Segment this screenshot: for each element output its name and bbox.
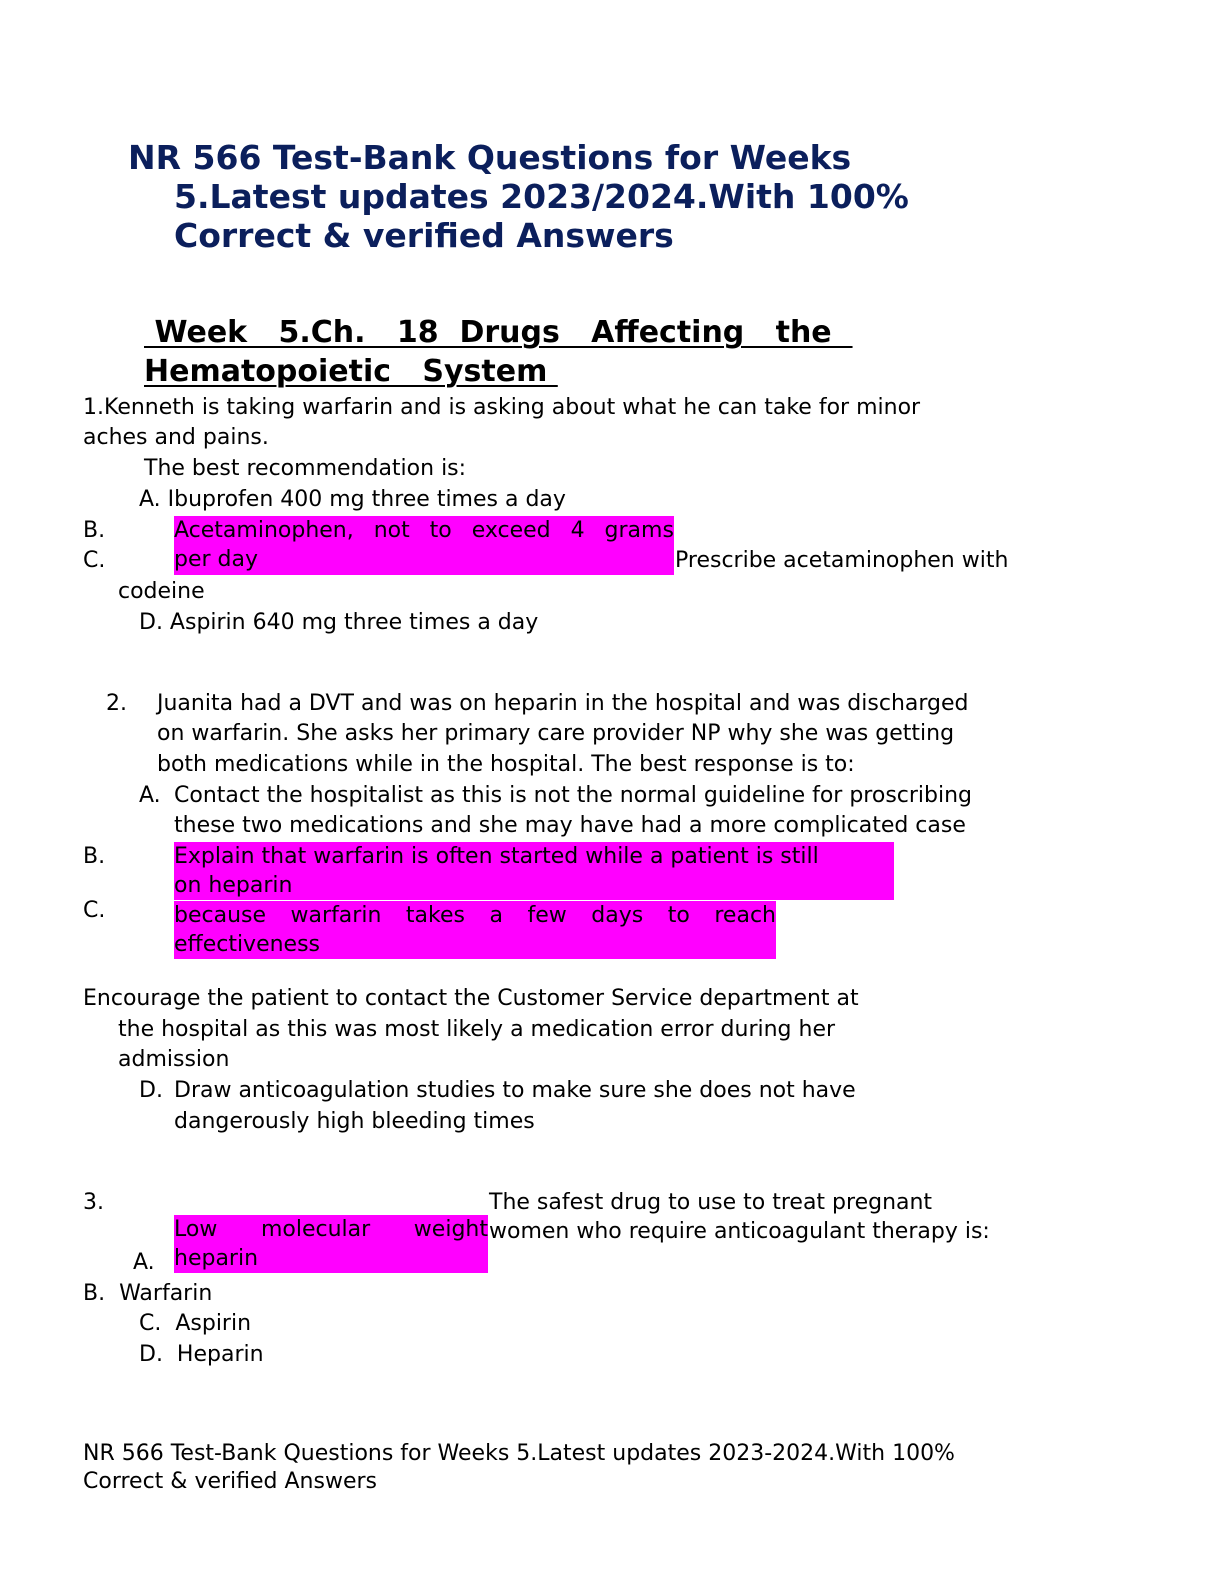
q3-option-b: B. Warfarin xyxy=(83,1281,213,1306)
q2-highlight1-line-2: on heparin xyxy=(174,873,293,898)
q2-number: 2. xyxy=(106,691,127,716)
q2-hl-word: because xyxy=(174,903,267,928)
q1-answer-highlight xyxy=(174,516,674,575)
q2-option-d-label: D. xyxy=(139,1078,163,1103)
q1-hl-word: 4 xyxy=(570,518,585,543)
q1-stem-line-3: The best recommendation is: xyxy=(144,456,467,481)
q1-highlight-line-1 xyxy=(174,516,674,545)
q1-hl-word: exceed xyxy=(471,518,551,543)
q1-highlight-line-2: per day xyxy=(174,547,259,572)
q3-hl-word: molecular xyxy=(260,1217,371,1242)
q2-option-a-label: A. xyxy=(139,783,161,808)
q2-option-c-line-3: admission xyxy=(118,1047,230,1072)
q3-number: 3. xyxy=(83,1190,104,1215)
q1-option-c-text: Prescribe acetaminophen with xyxy=(675,548,1009,573)
q3-highlight-line-1 xyxy=(174,1215,488,1244)
q2-hl-word: a xyxy=(489,903,503,928)
q3-highlight-line-2: heparin xyxy=(174,1246,259,1271)
q2-highlight1-line-1: Explain that warfarin is often started while a patient is still xyxy=(174,844,819,869)
document-title xyxy=(128,138,909,255)
q3-option-a-label: A. xyxy=(133,1250,155,1275)
q2-option-c-line-2: the hospital as this was most likely a medication error during her xyxy=(118,1017,836,1042)
q2-hl-word: to xyxy=(667,903,690,928)
q2-answer-highlight-2 xyxy=(174,901,776,959)
q2-option-a-line-1: Contact the hospitalist as this is not the normal guideline for proscribing xyxy=(174,783,973,808)
q2-hl-word: reach xyxy=(714,903,776,928)
q2-hl-word: days xyxy=(591,903,644,928)
footer-line-2: Correct & verified Answers xyxy=(83,1469,377,1494)
q2-highlight2-line-1 xyxy=(174,901,776,930)
q3-hl-word: weight xyxy=(413,1217,488,1242)
section-heading-line-2: Hematopoietic System xyxy=(144,354,558,389)
q2-stem-line-3: both medications while in the hospital. The best response is to: xyxy=(157,752,855,777)
q1-option-d: D. Aspirin 640 mg three times a day xyxy=(139,610,539,635)
q2-hl-word: few xyxy=(527,903,567,928)
q3-hl-word: Low xyxy=(174,1217,218,1242)
q1-stem-line-2: aches and pains. xyxy=(83,425,269,450)
q1-label-c: C. xyxy=(83,548,106,573)
q2-label-b: B. xyxy=(83,844,106,869)
q1-label-b: B. xyxy=(83,518,106,543)
title-line-2: 5.Latest updates 2023/2024.With 100% xyxy=(174,177,909,216)
page-footer xyxy=(83,1440,955,1496)
section-heading-line-1: Week 5.Ch. 18 Drugs Affecting the xyxy=(144,315,853,350)
q1-hl-word: Acetaminophen, xyxy=(174,518,354,543)
q1-hl-word: not xyxy=(373,518,410,543)
q2-option-c-line-1: Encourage the patient to contact the Customer Service department at xyxy=(83,986,859,1011)
q2-highlight2-line-2: effectiveness xyxy=(174,932,321,957)
q3-option-d: D. Heparin xyxy=(139,1342,264,1367)
q3-option-c: C. Aspirin xyxy=(139,1311,252,1336)
q2-option-a-line-2: these two medications and she may have had a more complicated case xyxy=(174,813,966,838)
q2-stem-line-2: on warfarin. She asks her primary care provider NP why she was getting xyxy=(157,721,955,746)
footer-line-1: NR 566 Test-Bank Questions for Weeks 5.Latest updates 2023-2024.With 100% xyxy=(83,1441,955,1466)
q2-option-d-line-1: Draw anticoagulation studies to make sure she does not have xyxy=(174,1078,856,1103)
q3-answer-highlight xyxy=(174,1215,488,1273)
q3-stem-line-2: women who require anticoagulant therapy is: xyxy=(489,1219,990,1244)
q1-stem-line-1: 1.Kenneth is taking warfarin and is asking about what he can take for minor xyxy=(83,395,921,420)
title-line-1: NR 566 Test-Bank Questions for Weeks xyxy=(128,138,852,177)
q3-stem-line-1: The safest drug to use to treat pregnant xyxy=(489,1190,933,1215)
q2-answer-highlight-1 xyxy=(174,842,894,900)
q2-stem-line-1: Juanita had a DVT and was on heparin in the hospital and was discharged xyxy=(157,691,969,716)
q2-label-c: C. xyxy=(83,898,106,923)
q1-hl-word: to xyxy=(429,518,452,543)
q1-option-a: A. Ibuprofen 400 mg three times a day xyxy=(139,487,566,512)
q2-option-d-line-2: dangerously high bleeding times xyxy=(174,1109,535,1134)
q1-option-c-cont: codeine xyxy=(118,579,205,604)
q1-hl-word: grams xyxy=(604,518,674,543)
q2-hl-word: warfarin xyxy=(290,903,382,928)
q2-hl-word: takes xyxy=(405,903,465,928)
title-line-3: Correct & verified Answers xyxy=(174,216,674,255)
